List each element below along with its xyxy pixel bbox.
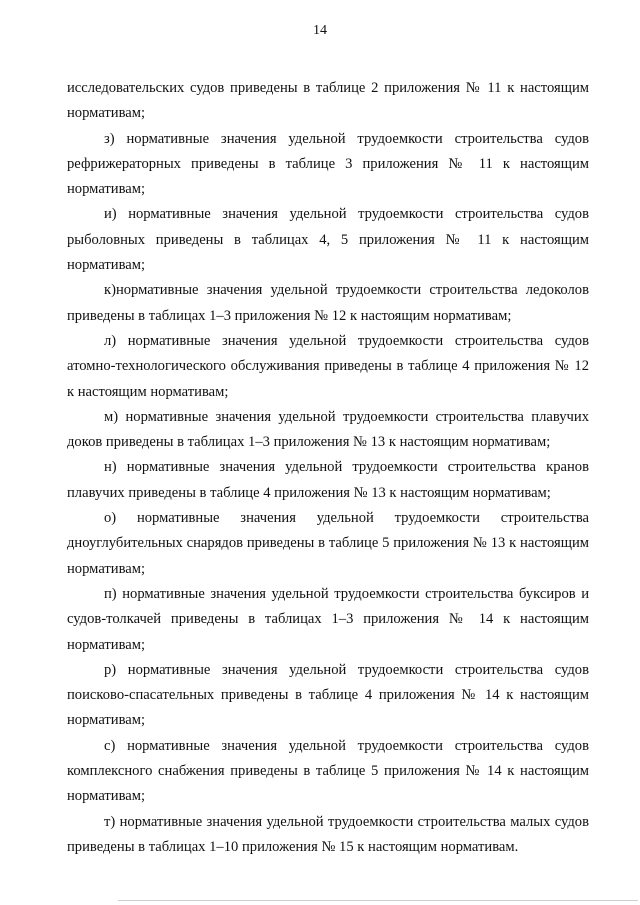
paragraph-item-p: п) нормативные значения удельной трудоемкости строительства буксиров и судов-толкачей приведены в таблицах 1–3 приложения № 14 к настоящим нормативам; <box>67 585 589 653</box>
paragraph-item-t: т) нормативные значения удельной трудоемкости строительства малых судов приведены в таблицах 1–10 приложения № 15 к настоящим нормативам. <box>67 813 589 855</box>
paragraph-item-s: с) нормативные значения удельной трудоемкости строительства судов комплексного снабжения приведены в таблице 5 приложения № 14 к настоящим нормативам; <box>67 737 589 805</box>
paragraph-item-l: л) нормативные значения удельной трудоемкости строительства судов атомно-технологического обслуживания приведены в таблице 4 приложения № 12 к настоящим нормативам; <box>67 332 589 400</box>
paragraph-item-z: з) нормативные значения удельной трудоемкости строительства судов рефрижераторных приведены в таблице 3 приложения № 11 к настоящим нормативам; <box>67 130 589 198</box>
paragraph-item-r: р) нормативные значения удельной трудоемкости строительства судов поисково-спасательных приведены в таблице 4 приложения № 14 к настоящим нормативам; <box>67 661 589 729</box>
page-number: 14 <box>313 23 327 38</box>
paragraph-item-o: о) нормативные значения удельной трудоемкости строительства дноуглубительных снарядов приведены в таблице 5 приложения № 13 к настоящим нормативам; <box>67 510 589 577</box>
document-body <box>67 76 589 860</box>
paragraph-continuation: исследовательских судов приведены в таблице 2 приложения № 11 к настоящим нормативам; <box>67 80 589 122</box>
paragraph-item-n: н) нормативные значения удельной трудоемкости строительства кранов плавучих приведены в таблице 4 приложения № 13 к настоящим нормативам; <box>67 459 589 501</box>
paragraph-item-m: м) нормативные значения удельной трудоемкости строительства плавучих доков приведены в таблицах 1–3 приложения № 13 к настоящим нормативам; <box>67 408 589 451</box>
paragraph-item-k: к)нормативные значения удельной трудоемкости строительства ледоколов приведены в таблицах 1–3 приложения № 12 к настоящим нормативам; <box>67 282 589 324</box>
paragraph-item-i: и) нормативные значения удельной трудоемкости строительства судов рыболовных приведены в таблицах 4, 5 приложения № 11 к настоящим нормативам; <box>67 206 589 274</box>
page-bottom-edge <box>118 900 638 901</box>
